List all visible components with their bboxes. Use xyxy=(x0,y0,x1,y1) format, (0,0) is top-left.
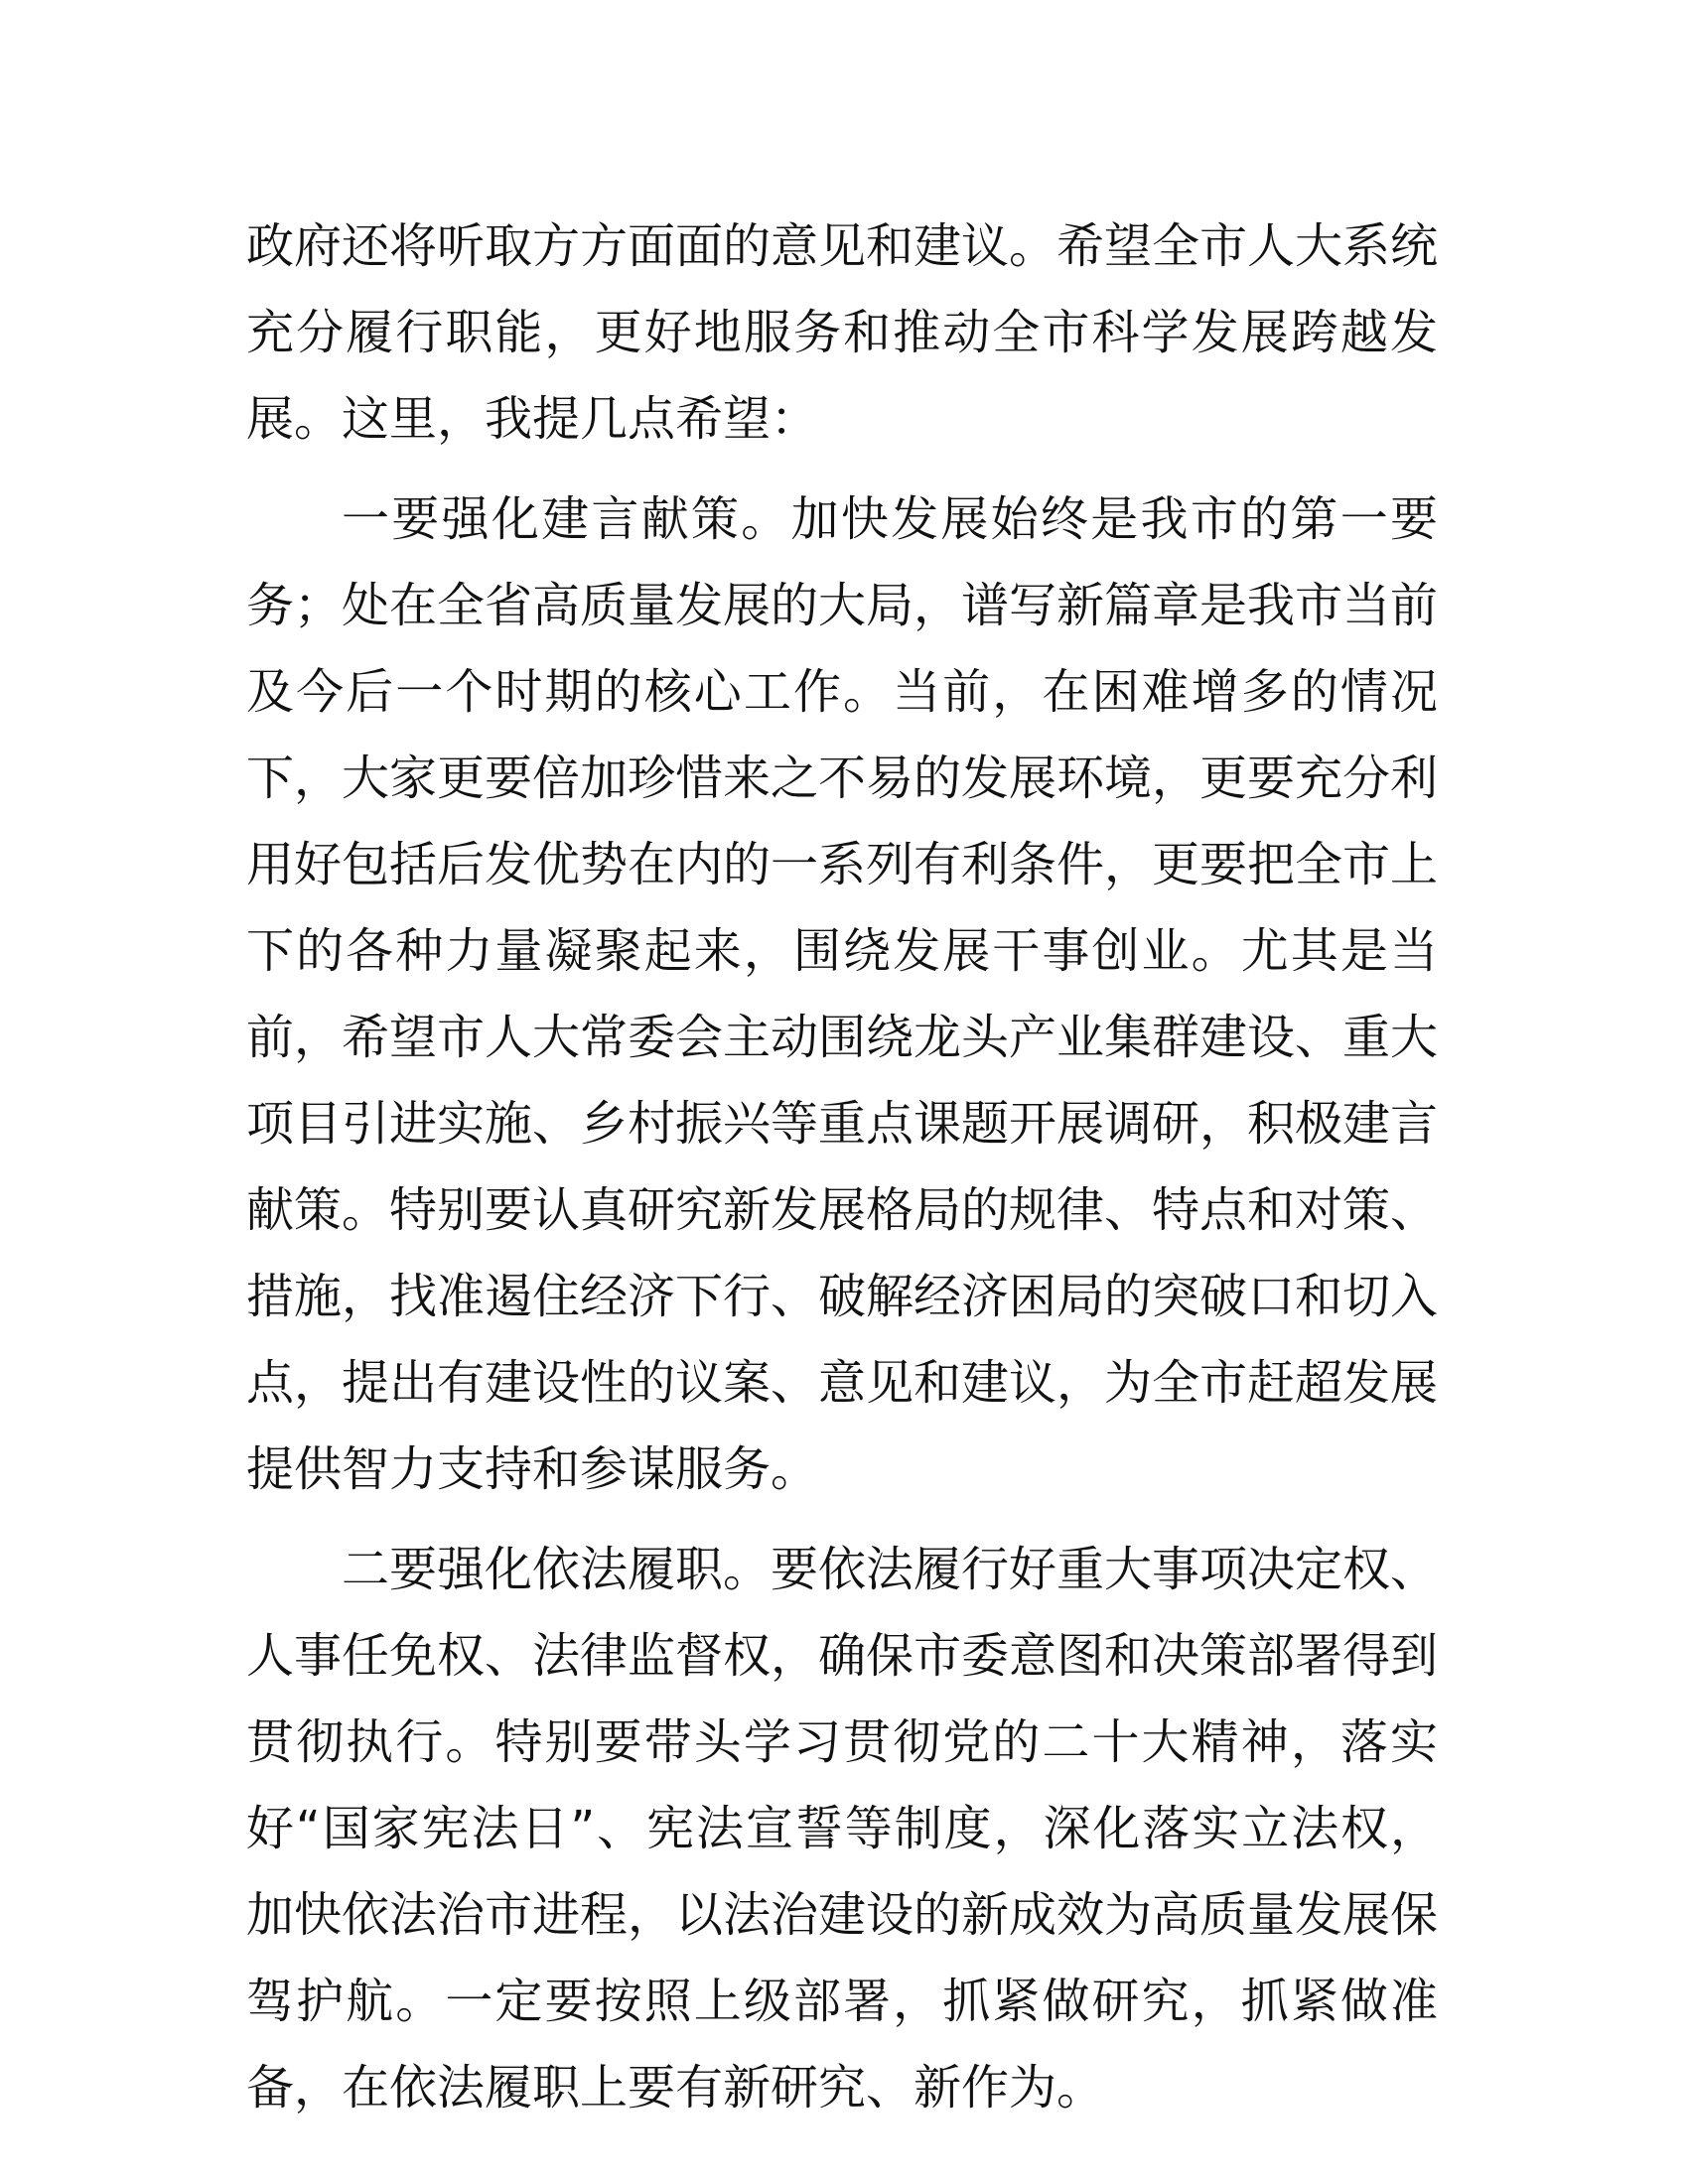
paragraph-suggestions: 一要强化建言献策。加快发展始终是我市的第一要务；处在全省高质量发展的大局，谱写新篇章是我市当前及今后一个时期的核心工作。当前，在困难增多的情况下，大家更要倍加珍惜来之不易的发展环境，更要充分利用好包括后发优势在内的一系列有利条件，更要把全市上下的各种力量凝聚起来，围绕发展干事创业。尤其是当前，希望市人大常委会主动围绕龙头产业集群建设、重大项目引进实施、乡村振兴等重点课题开展调研，积极建言献策。特别要认真研究新发展格局的规律、特点和对策、措施，找准遏住经济下行、破解经济困局的突破口和切入点，提出有建设性的议案、意见和建议，为全市赶超发展提供智力支持和参谋服务。 xyxy=(246,491,1439,1497)
paragraph-rule-of-law: 二要强化依法履职。要依法履行好重大事项决定权、人事任免权、法律监督权，确保市委意图和决策部署得到贯彻执行。特别要带头学习贯彻党的二十大精神，落实好“国家宪法日”、宪法宣誓等制度，深化落实立法权，加快依法治市进程，以法治建设的新成效为高质量发展保驾护航。一定要按照上级部署，抓紧做研究，抓紧做准备，在依法履职上要有新研究、新作为。 xyxy=(246,1542,1439,2116)
document-page xyxy=(246,204,1438,2131)
paragraph-intro: 政府还将听取方方面面的意见和建议。希望全市人大系统充分履行职能，更好地服务和推动全市科学发展跨越发展。这里，我提几点希望： xyxy=(246,218,1439,447)
